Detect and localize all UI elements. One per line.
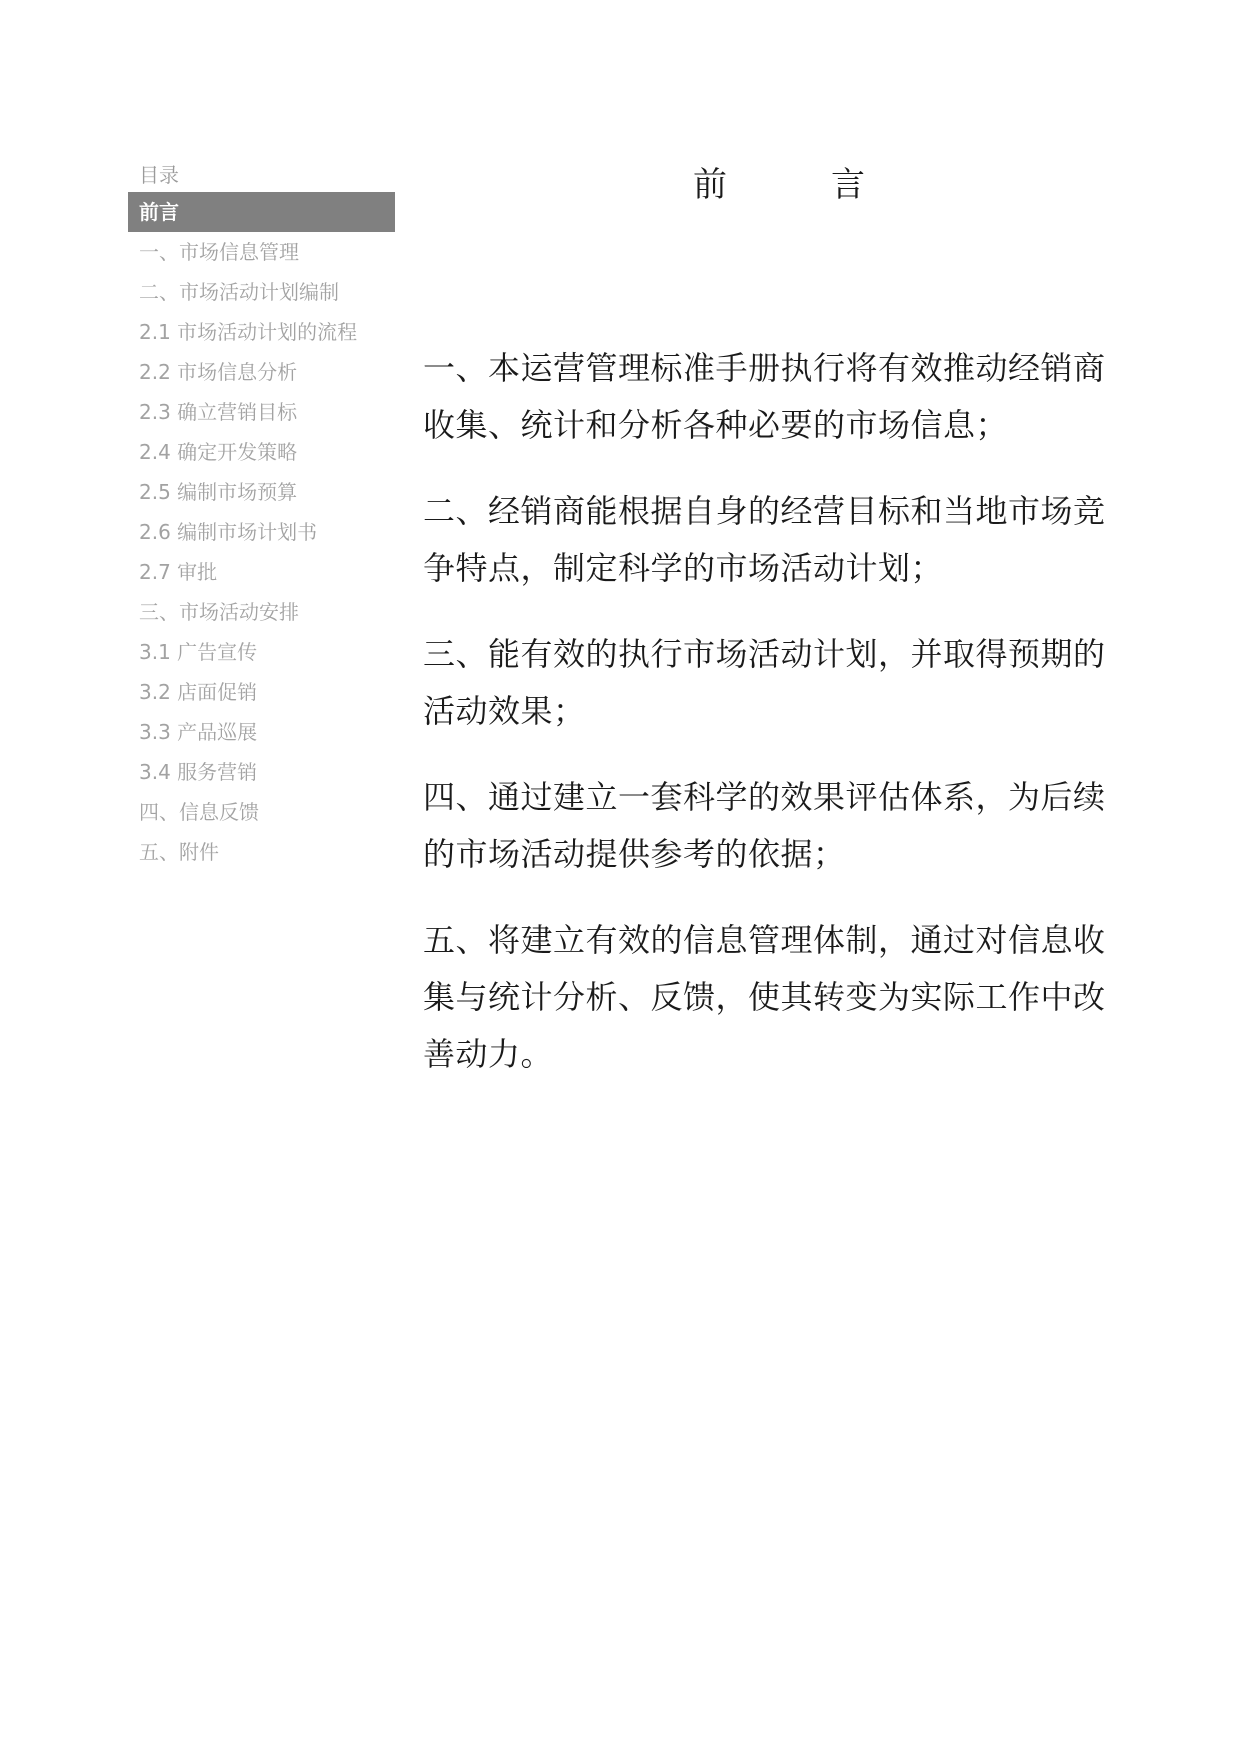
toc-item[interactable]: 2.6 编制市场计划书 [139,520,318,544]
toc-item[interactable]: 2.7 审批 [139,560,218,584]
toc-item[interactable]: 2.5 编制市场预算 [139,480,298,504]
page-title-first-char: 前 [693,165,727,205]
preface-paragraphs [423,340,1135,1083]
preface-paragraph: 三、能有效的执行市场活动计划，并取得预期的活动效果； [423,635,1106,730]
toc-item[interactable]: 四、信息反馈 [139,800,259,824]
toc-item[interactable]: 三、市场活动安排 [139,600,299,624]
preface-paragraph: 一、本运营管理标准手册执行将有效推动经销商收集、统计和分析各种必要的市场信息； [423,349,1106,444]
preface-paragraph: 二、经销商能根据自身的经营目标和当地市场竞争特点，制定科学的市场活动计划； [423,492,1106,587]
preface-paragraph: 五、将建立有效的信息管理体制，通过对信息收集与统计分析、反馈，使其转变为实际工作中改善动力。 [423,921,1106,1073]
toc-heading: 目录 [139,163,179,187]
toc-item[interactable]: 五、附件 [139,840,219,864]
toc-item[interactable]: 一、市场信息管理 [139,240,299,264]
table-of-contents [128,158,395,872]
toc-item-active[interactable]: 前言 [128,192,395,232]
main-content [423,150,1135,1112]
toc-item[interactable]: 二、市场活动计划编制 [139,280,339,304]
toc-item[interactable]: 3.1 广告宣传 [139,640,258,664]
page-title-second-char: 言 [831,165,865,205]
toc-item[interactable]: 2.1 市场活动计划的流程 [139,320,358,344]
toc-item[interactable]: 3.3 产品巡展 [139,720,258,744]
page-title [423,150,1135,220]
toc-item[interactable]: 2.2 市场信息分析 [139,360,298,384]
toc-list [128,192,395,872]
toc-item[interactable]: 2.4 确定开发策略 [139,440,298,464]
toc-item[interactable]: 3.4 服务营销 [139,760,258,784]
toc-item[interactable]: 3.2 店面促销 [139,680,258,704]
toc-item[interactable]: 2.3 确立营销目标 [139,400,298,424]
preface-paragraph: 四、通过建立一套科学的效果评估体系，为后续的市场活动提供参考的依据； [423,778,1106,873]
